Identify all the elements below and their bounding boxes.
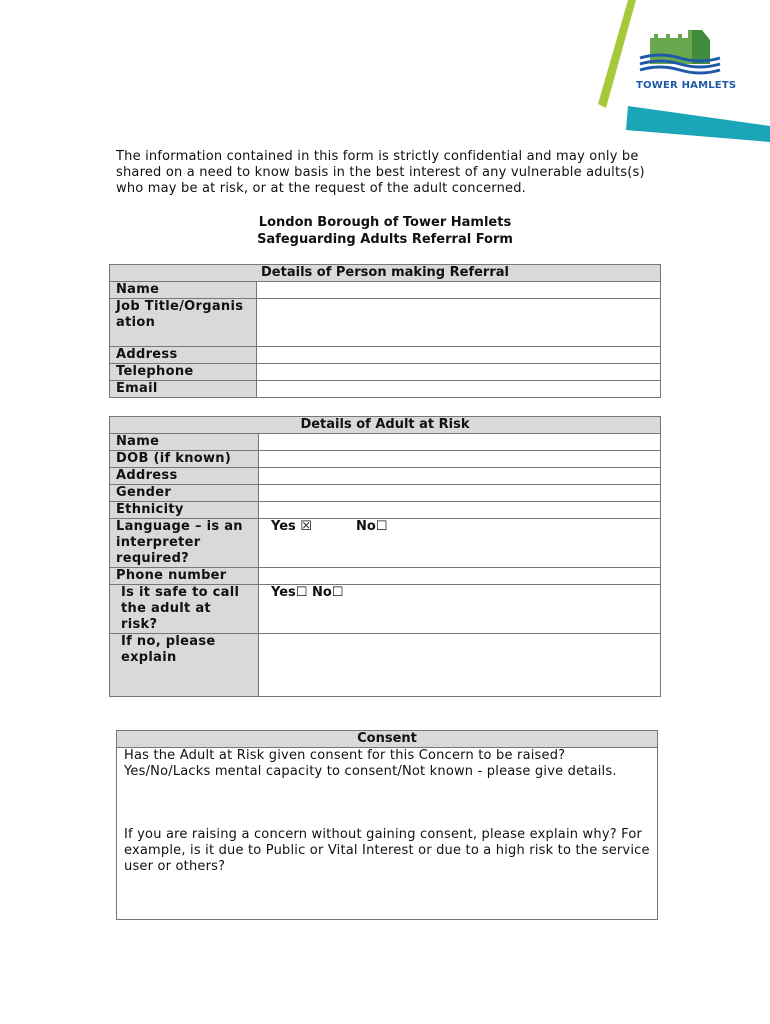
- adult-gender-field[interactable]: [259, 485, 661, 502]
- interpreter-yes-checkbox[interactable]: Yes ☒: [271, 519, 312, 534]
- referrer-name-label: Name: [110, 282, 257, 299]
- interpreter-no-checkbox[interactable]: No☐: [355, 519, 388, 534]
- consent-body[interactable]: [117, 748, 658, 920]
- referrer-telephone-label: Telephone: [110, 364, 257, 381]
- tower-hamlets-logo-icon: [570, 0, 770, 150]
- explain-field[interactable]: [259, 634, 661, 697]
- confidentiality-notice: The information contained in this form is strictly confidential and may only be shared on a need to know basis in the best interest of any vulnerable adults(s) who may be at risk, or at the request of the adult concerned.: [116, 149, 645, 196]
- consent-question-1-options: Yes/No/Lacks mental capacity to consent/Not known - please give details.: [124, 764, 617, 779]
- adult-name-label: Name: [110, 434, 259, 451]
- referrer-email-field[interactable]: [257, 381, 661, 398]
- adult-dob-field[interactable]: [259, 451, 661, 468]
- referrer-job-field[interactable]: [257, 299, 661, 347]
- form-titles: [110, 214, 660, 248]
- adult-at-risk-table: [109, 416, 661, 697]
- adult-dob-label: DOB (if known): [110, 451, 259, 468]
- council-logo: [570, 0, 770, 150]
- referrer-address-label: Address: [110, 347, 257, 364]
- consent-table: [116, 730, 658, 920]
- adult-gender-label: Gender: [110, 485, 259, 502]
- adult-language-label: Language – is an interpreter required?: [110, 519, 259, 568]
- adult-address-field[interactable]: [259, 468, 661, 485]
- interpreter-options: [259, 519, 661, 568]
- adult-phone-label: Phone number: [110, 568, 259, 585]
- form-title: Safeguarding Adults Referral Form: [257, 232, 513, 247]
- adult-ethnicity-label: Ethnicity: [110, 502, 259, 519]
- referrer-details-table: [109, 264, 661, 398]
- adult-table-heading: Details of Adult at Risk: [110, 417, 661, 434]
- adult-address-label: Address: [110, 468, 259, 485]
- referrer-email-label: Email: [110, 381, 257, 398]
- referrer-name-field[interactable]: [257, 282, 661, 299]
- organisation-title: London Borough of Tower Hamlets: [258, 215, 512, 230]
- explain-label: If no, please explain: [110, 634, 259, 697]
- consent-heading: Consent: [117, 731, 658, 748]
- adult-phone-field[interactable]: [259, 568, 661, 585]
- referrer-table-heading: Details of Person making Referral: [110, 265, 661, 282]
- adult-ethnicity-field[interactable]: [259, 502, 661, 519]
- consent-question-2: If you are raising a concern without gaining consent, please explain why? For example, is it due to Public or Vital Interest or due to a high risk to the service user or others?: [124, 827, 650, 874]
- adult-name-field[interactable]: [259, 434, 661, 451]
- referrer-job-label: Job Title/Organisation: [110, 299, 257, 347]
- safe-call-options[interactable]: Yes☐ No☐: [259, 585, 661, 634]
- safe-call-label: Is it safe to call the adult at risk?: [110, 585, 259, 634]
- referrer-telephone-field[interactable]: [257, 364, 661, 381]
- logo-text: TOWER HAMLETS: [636, 80, 737, 91]
- consent-question-1: Has the Adult at Risk given consent for this Concern to be raised?: [124, 748, 566, 763]
- referrer-address-field[interactable]: [257, 347, 661, 364]
